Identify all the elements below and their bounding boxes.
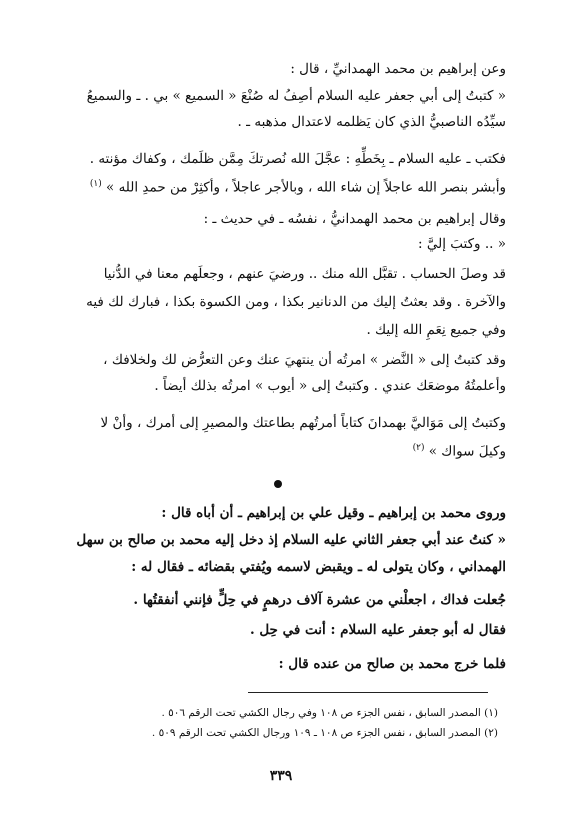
section-divider-dot (274, 480, 282, 488)
footnote-marker: (٢) (412, 443, 425, 453)
text-line: وقال إبراهيم بن محمد الهمدانيُّ ، نفسُه ـ في حديث ـ : (203, 211, 506, 227)
text-line: فكتب ـ عليه السلام ـ بِخَطِّهِ : عجَّلَ الله نُصرتكَ مِمَّن ظلَمك ، وكفاك مؤنته . (89, 151, 506, 167)
text-line: والآخرة . وقد بعثتُ إليك من الدنانير بكذا ، ومن الكسوة بكذا ، فبارك لك فيه (86, 294, 506, 310)
text-line: « كنتُ عند أبي جعفر الثاني عليه السلام إذ دخل إليه محمد بن صالح بن سهل (76, 532, 506, 548)
text-line: وكتبتُ إلى مَوَاليَّ بهمدانَ كتاباً أمرتُهم بطاعتك والمصيرِ إلى أمرك ، وأنْ لا (100, 415, 506, 431)
footnote: (٢) المصدر السابق ، نفس الجزء ص ١٠٨ ـ ١٠٩ ورجال الكشي تحت الرقم ٥٠٩ . (151, 727, 498, 739)
text-span: وكيلَ سواك » (428, 443, 506, 460)
text-line: وعن إبراهيم بن محمد الهمدانيِّ ، قال : (290, 61, 506, 77)
footnote-marker: (١) (89, 179, 102, 189)
text-line: الهمداني ، وكان يتولى له ـ ويقبض لاسمه ويُفتي بقضائه ـ فقال له : (131, 559, 506, 575)
text-line: وروى محمد بن إبراهيم ـ وقيل علي بن إبراهيم ـ أن أباه قال : (161, 505, 506, 521)
footnote: (١) المصدر السابق ، نفس الجزء ص ١٠٨ وفي رجال الكشي تحت الرقم ٥٠٦ . (161, 707, 498, 719)
text-line: جُعلت فداك ، اجعلْني من عشرة آلاف درهمٍ في حِلٍّ فإنني أنفقتُها . (133, 592, 506, 608)
text-line: وفي جميع نِعَمِ الله إليك . (366, 322, 506, 338)
footnote-separator (248, 692, 488, 693)
text-line: وقد كتبتُ إلى « النَّضر » امرتُه أن ينتهيَ عنك وعن التعرُّض لك ولخلافك ، (103, 352, 506, 368)
text-line: فلما خرج محمد بن صالح من عنده قال : (278, 656, 506, 672)
text-line: سيِّدُه الناصبيُّ الذي كان يَظلمه لاعتدال مذهبه ـ . (237, 114, 506, 130)
text-span: وأبشر بنصر الله عاجلاً إن شاء الله ، وبالأجر عاجلاً ، وأكثِرْ من حمدِ الله » (106, 179, 506, 196)
text-line: فقال له أبو جعفر عليه السلام : أنت في حِل . (249, 622, 506, 638)
text-line: وأعلمتُهُ موضعَك عندي . وكتبتُ إلى « أيوب » امرتُه بذلك أيضاً . (154, 378, 506, 394)
text-line: « .. وكتبَ إليَّ : (418, 236, 506, 252)
text-line: « كتبتُ إلى أبي جعفر عليه السلام أصِفُ له صُنْعَ « السميع » بي . ـ والسميعُ (86, 88, 506, 104)
text-line-with-note (90, 174, 506, 198)
text-line: قد وصلَ الحساب . تقبَّل الله منك .. ورضيَ عنهم ، وجعلَهم معنا في الدُّنيا (103, 266, 506, 282)
page-number: ٣٣٩ (269, 768, 293, 784)
text-line-with-note (413, 438, 506, 462)
